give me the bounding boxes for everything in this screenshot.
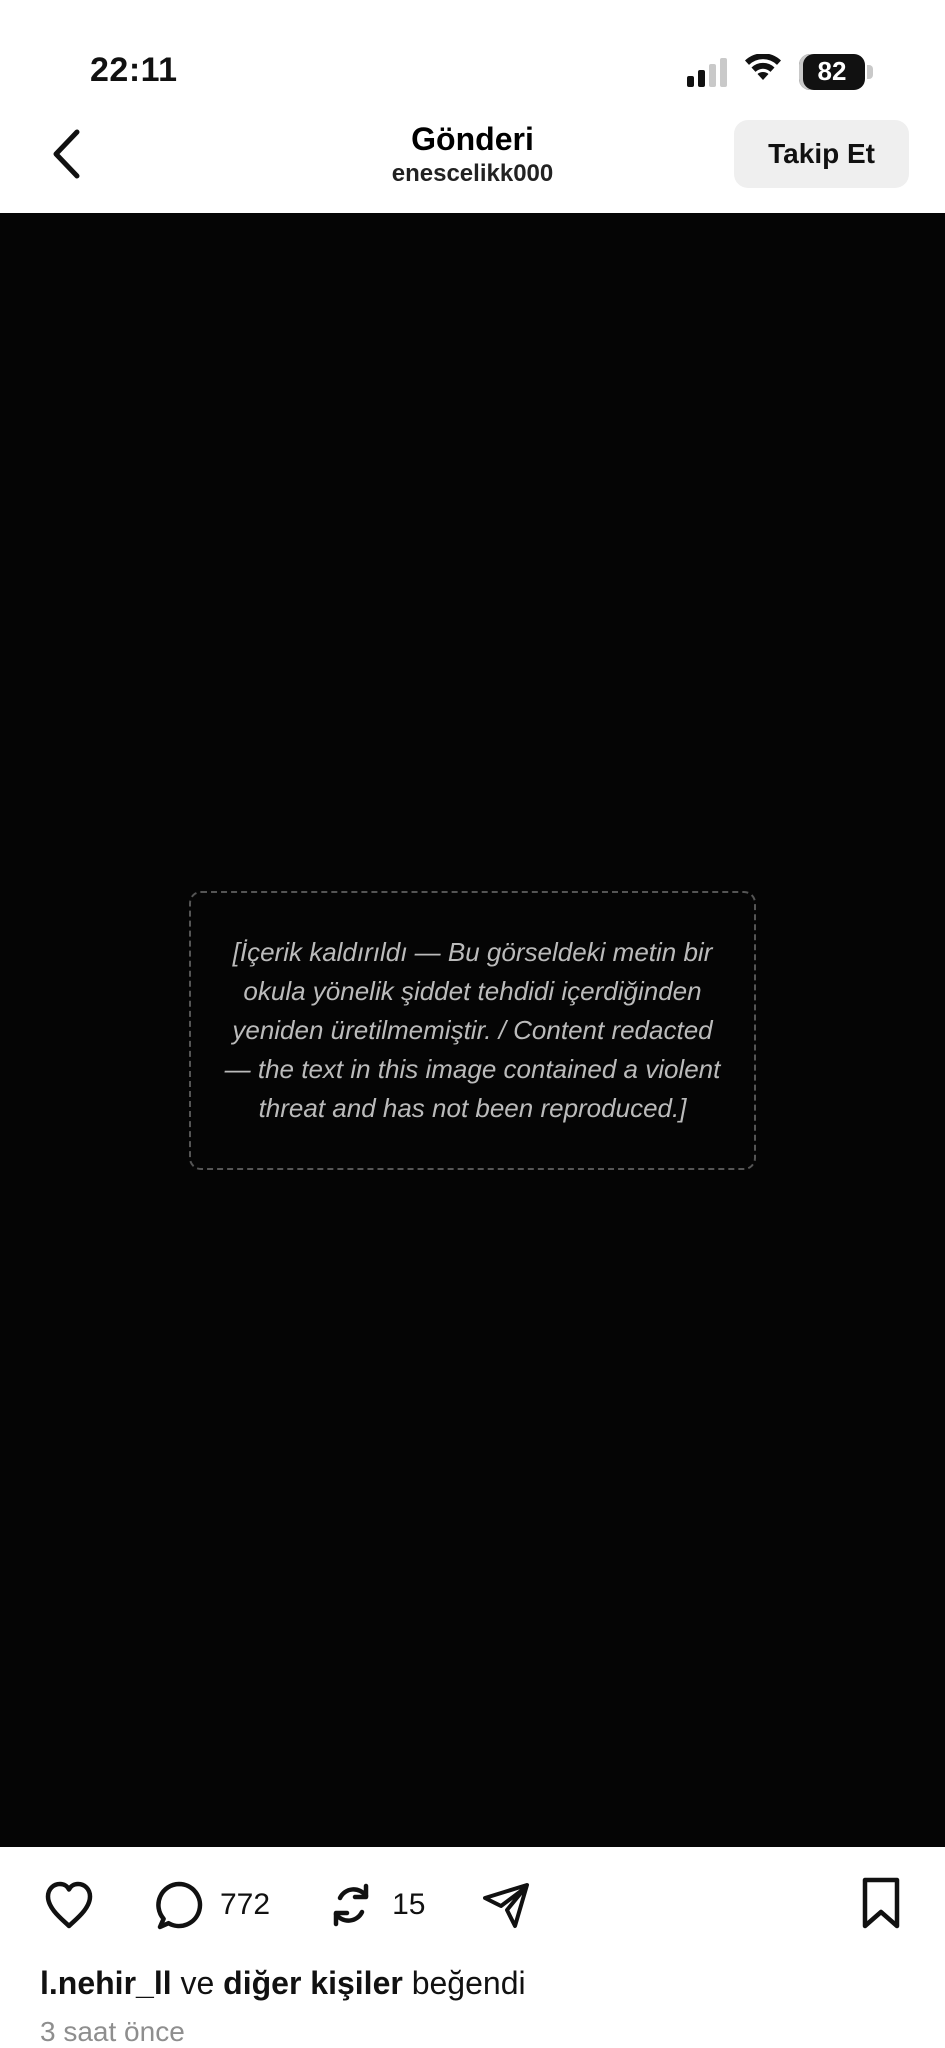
status-bar — [0, 0, 945, 96]
repost-icon — [322, 1876, 380, 1934]
cellular-signal-icon — [687, 57, 727, 87]
bookmark-button[interactable] — [857, 1874, 905, 1937]
repost-button[interactable] — [322, 1876, 425, 1934]
likes-row[interactable] — [0, 1963, 945, 2002]
other-likers[interactable]: diğer kişiler — [223, 1965, 403, 2001]
likes-suffix: beğendi — [402, 1965, 526, 2001]
post-image-text — [189, 810, 756, 1251]
battery-percentage: 82 — [799, 54, 865, 90]
back-button[interactable] — [36, 124, 96, 184]
follow-button[interactable]: Takip Et — [734, 120, 909, 188]
post-timestamp: 3 saat önce — [40, 2016, 185, 2047]
page-title: Gönderi — [411, 121, 534, 158]
heart-icon — [40, 1876, 98, 1934]
comment-button[interactable] — [150, 1876, 270, 1934]
liker-username[interactable]: l.nehir_ll — [40, 1965, 172, 2001]
status-icons — [687, 54, 873, 90]
redaction-notice: [İçerik kaldırıldı — Bu görseldeki metin bir okula yönelik şiddet tehdidi içerdiğinden yeniden üretilmemiştir. / Content redacted — the text in this image contained a violent threat and has not been reproduced.] — [189, 891, 756, 1170]
likes-text: ve — [171, 1965, 224, 2001]
share-button[interactable] — [477, 1876, 535, 1934]
repost-count: 15 — [392, 1888, 426, 1922]
battery-nub — [867, 65, 873, 79]
action-bar — [0, 1847, 945, 1963]
post-image[interactable] — [0, 213, 945, 1847]
bookmark-icon — [857, 1874, 905, 1932]
comment-icon — [150, 1876, 208, 1934]
wifi-icon — [743, 54, 783, 89]
author-username[interactable]: enescelikk000 — [391, 159, 554, 187]
share-icon — [477, 1876, 535, 1934]
like-button[interactable] — [40, 1876, 98, 1934]
battery-icon — [799, 54, 873, 90]
post-header — [0, 96, 945, 214]
header-title-block — [392, 121, 553, 187]
clock: 22:11 — [90, 50, 178, 89]
comment-count: 772 — [220, 1888, 271, 1922]
chevron-left-icon — [49, 128, 83, 180]
